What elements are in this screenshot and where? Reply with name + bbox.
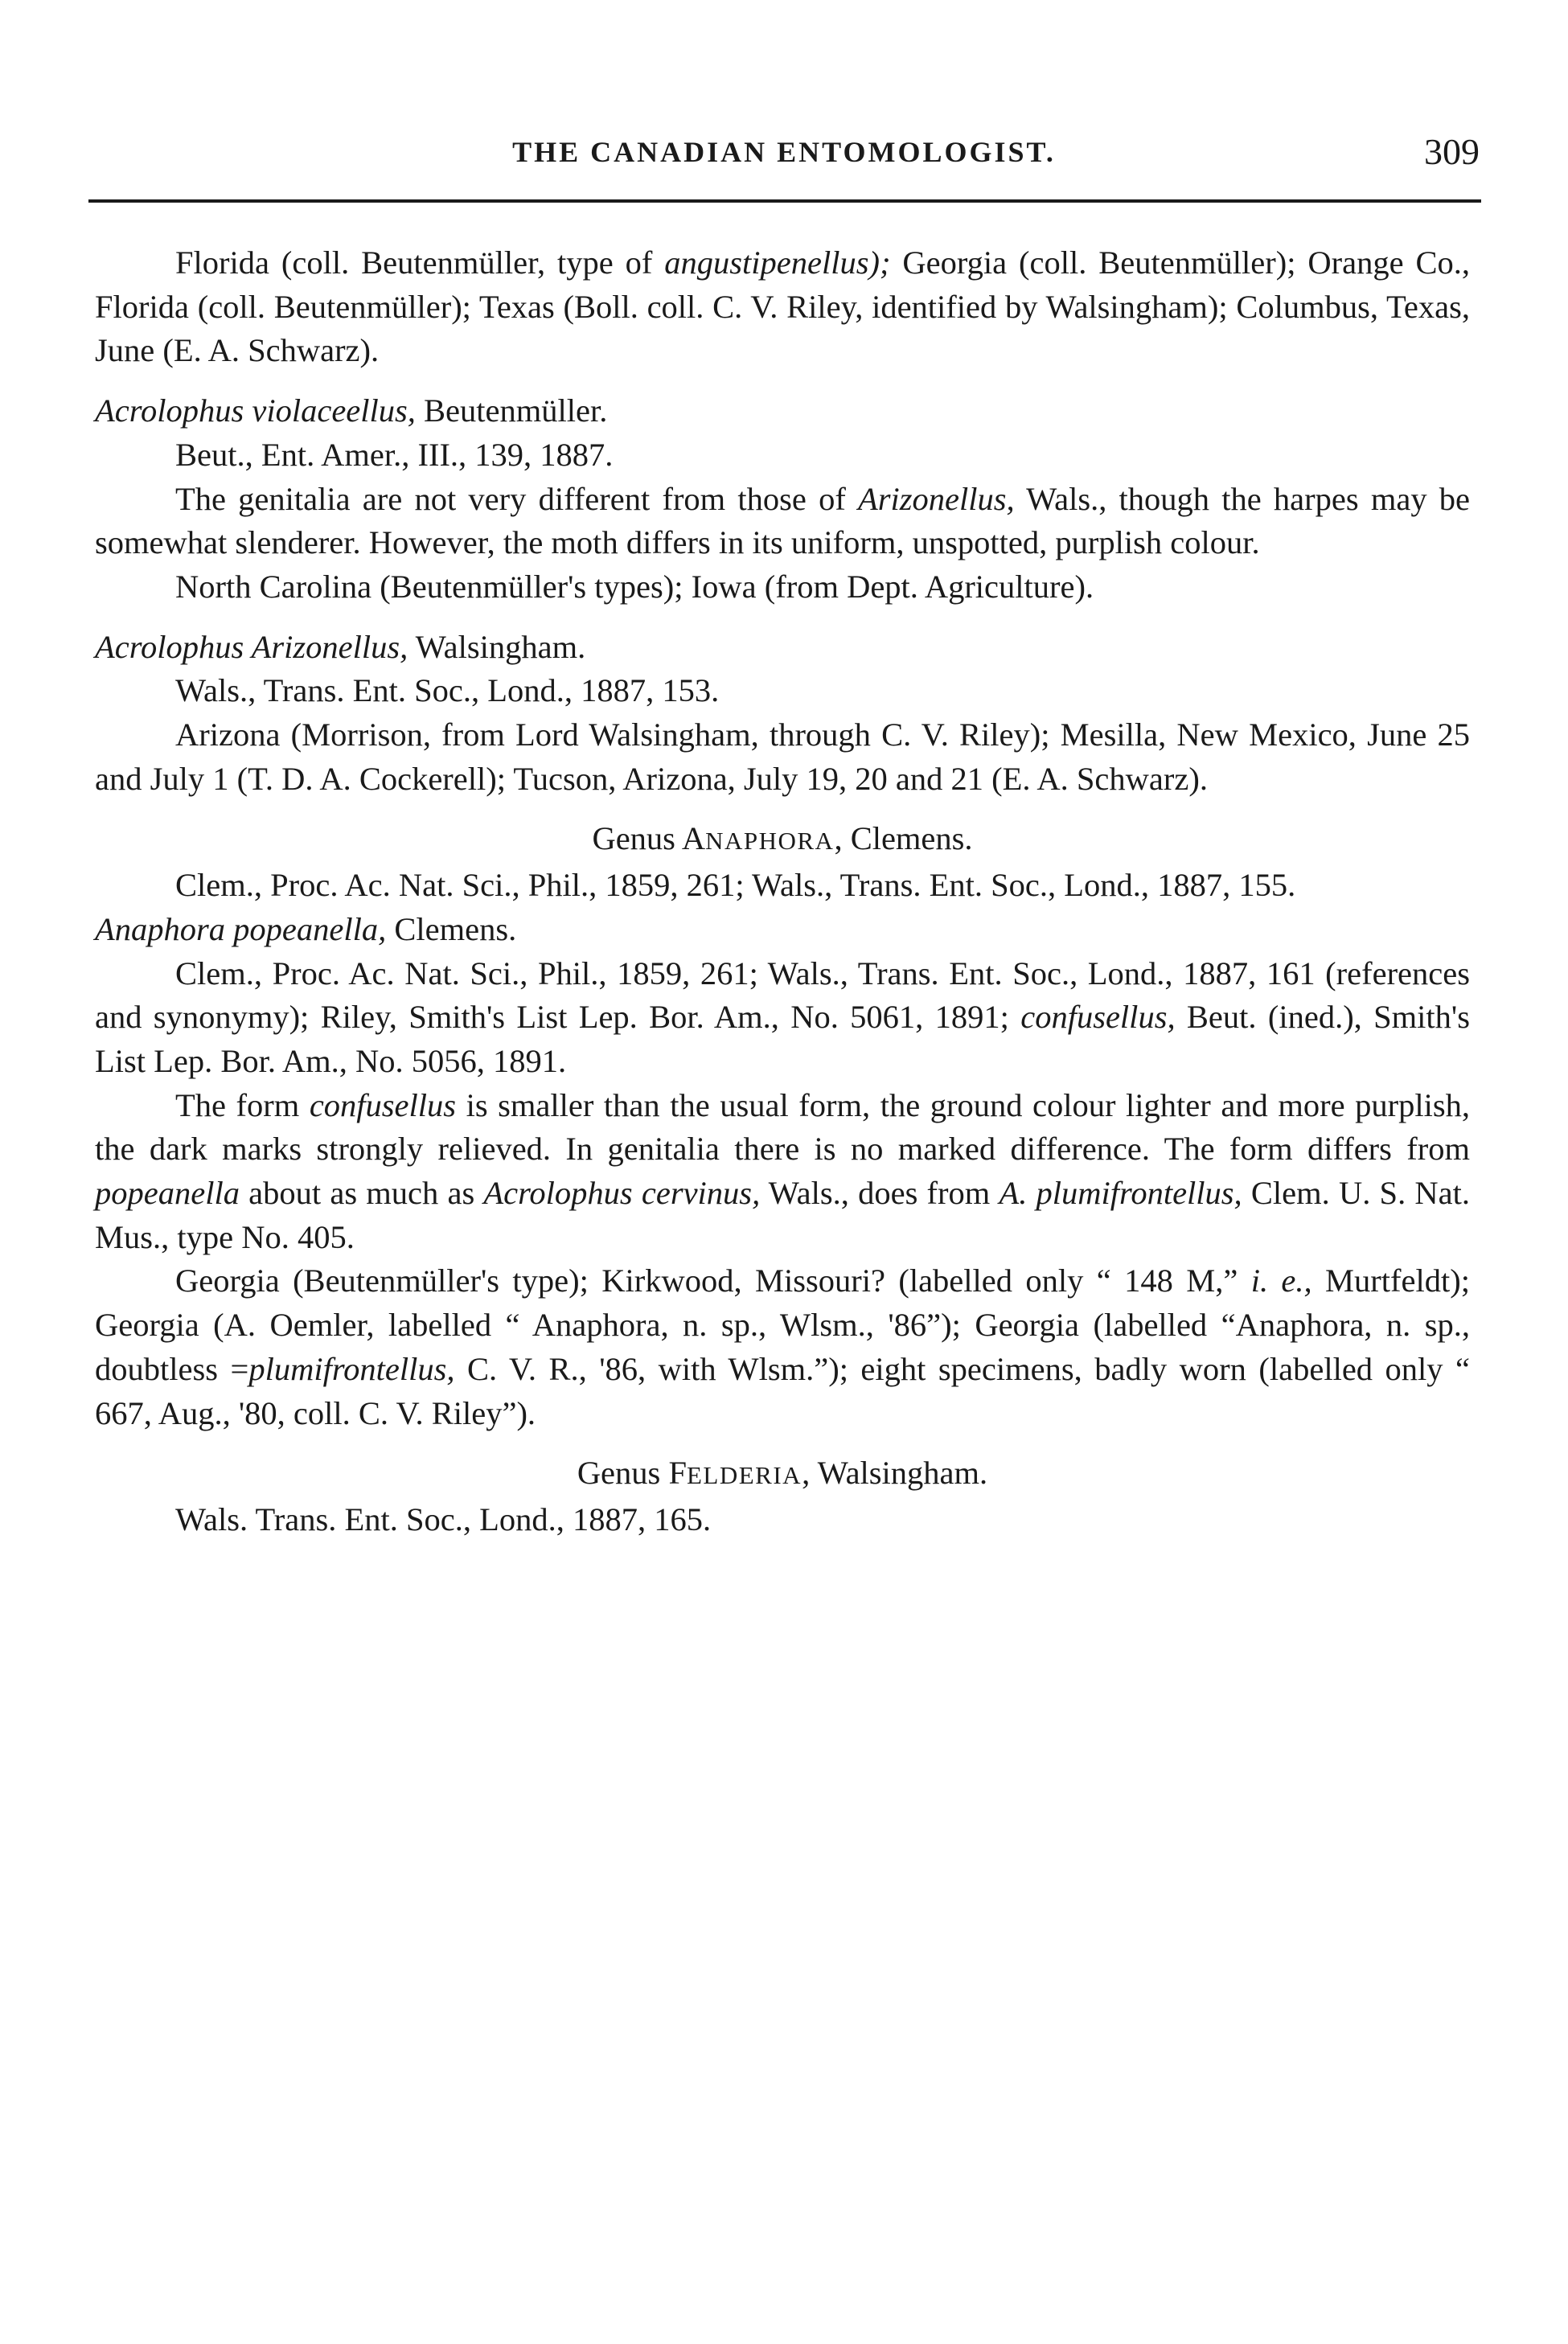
text-run: Beut. (ined.), Smith's List Lep. Bor. Am., No. 5056, 1891. (95, 999, 1470, 1079)
small-caps-run: NAPHORA (705, 827, 835, 856)
text-run: , Walsingham. (802, 1455, 988, 1492)
paragraph-florida-localities (95, 241, 1470, 373)
text-run: Georgia (coll. Beutenmüller); Orange Co., Florida (coll. Beutenmüller); Texas (Boll. coll. C. V. Riley, identified by Walsingham); Columbus, Texas, June (E. A. Schwarz). (95, 244, 1470, 369)
species-author: Walsingham. (408, 628, 586, 665)
small-caps-initial: A (681, 820, 706, 857)
species-name: Acrolophus Arizonellus, (95, 628, 408, 665)
running-title: THE CANADIAN ENTOMOLOGIST. (512, 136, 1056, 168)
text-run: Florida (coll. Beutenmüller, type of (175, 244, 665, 281)
italic-run: Arizonellus, (858, 480, 1015, 517)
species-author: Beutenmüller. (415, 392, 608, 429)
species-name: Anaphora popeanella, (95, 910, 387, 947)
reference-arizonellus: Wals., Trans. Ent. Soc., Lond., 1887, 153. (175, 672, 720, 709)
small-caps-initial: F (668, 1455, 687, 1492)
localities-popeanella (95, 1259, 1470, 1435)
reference-violaceellus: Beut., Ent. Amer., III., 139, 1887. (175, 436, 614, 473)
text-run: Genus (577, 1455, 669, 1492)
text-run: , Clemens. (834, 820, 973, 857)
species-author: Clemens. (386, 910, 517, 947)
page-body (95, 241, 1470, 1542)
italic-run: A. plumifrontellus, (999, 1175, 1242, 1212)
genus-heading-anaphora (95, 817, 1470, 864)
description-violaceellus (95, 478, 1470, 565)
description-popeanella (95, 1084, 1470, 1260)
reference-anaphora: Clem., Proc. Ac. Nat. Sci., Phil., 1859, 261; Wals., Trans. Ent. Soc., Lond., 1887, 155. (175, 867, 1296, 904)
text-run: Clem., Proc. Ac. Nat. Sci., Phil., 1859, 261; Wals., Trans. Ent. Soc., Lond., 1887, 161 (references and synonymy); Riley, Smith's List Lep. Bor. Am., No. 5061, 1891; (95, 954, 1470, 1036)
text-run: The form (175, 1086, 310, 1123)
text-run: Genus (592, 820, 682, 857)
italic-run: confusellus, (1020, 999, 1176, 1036)
text-run: is smaller than the usual form, the ground colour lighter and more purplish, the dark marks strongly relieved. In genitalia there is no marked difference. The form differs from (95, 1086, 1470, 1168)
text-run: The genitalia are not very different from those of (175, 480, 859, 517)
running-head (88, 131, 1480, 180)
species-name: Acrolophus violaceellus, (95, 392, 416, 429)
localities-violaceellus: North Carolina (Beutenmüller's types); Iowa (from Dept. Agriculture). (175, 568, 1094, 605)
text-run: Clem. U. S. Nat. Mus., type No. 405. (95, 1175, 1470, 1255)
header-rule (88, 199, 1481, 203)
italic-run: popeanella (95, 1175, 240, 1212)
text-run: C. V. R., '86, with Wlsm.”); eight specimens, badly worn (labelled only “ 667, Aug., '80, coll. C. V. Riley”). (95, 1350, 1470, 1431)
text-run: about as much as (239, 1175, 484, 1212)
small-caps-run: ELDERIA (686, 1461, 802, 1490)
text-run: Wals., does from (760, 1175, 999, 1212)
species-heading-violaceellus (95, 389, 1470, 433)
text-run: Wals., though the harpes may be somewhat slenderer. However, the moth differs in its uniform, unspotted, purplish colour. (95, 480, 1470, 561)
localities-arizonellus: Arizona (Morrison, from Lord Walsingham, through C. V. Riley); Mesilla, New Mexico, June 25 and July 1 (T. D. A. Cockerell); Tucson, Arizona, July 19, 20 and 21 (E. A. Schwarz). (95, 716, 1470, 797)
reference-felderia: Wals. Trans. Ent. Soc., Lond., 1887, 165. (175, 1500, 712, 1537)
text-run: Murtfeldt); Georgia (A. Oemler, labelled “ Anaphora, n. sp., Wlsm., '86”); Georgia (labelled “Anaphora, n. sp., doubtless = (95, 1262, 1470, 1387)
text-run: Georgia (Beutenmüller's type); Kirkwood, Missouri? (labelled only “ 148 M,” (175, 1262, 1251, 1299)
italic-run: angustipenellus); (664, 244, 903, 281)
genus-heading-felderia (95, 1451, 1470, 1498)
italic-run: plumifrontellus, (248, 1350, 455, 1387)
italic-run: i. e., (1250, 1262, 1312, 1299)
species-heading-popeanella (95, 908, 1470, 952)
italic-run: Acrolophus cervinus, (483, 1175, 761, 1212)
italic-run: confusellus (309, 1086, 457, 1123)
page-number: 309 (1424, 131, 1480, 172)
reference-popeanella (95, 952, 1470, 1084)
species-heading-arizonellus (95, 626, 1470, 670)
